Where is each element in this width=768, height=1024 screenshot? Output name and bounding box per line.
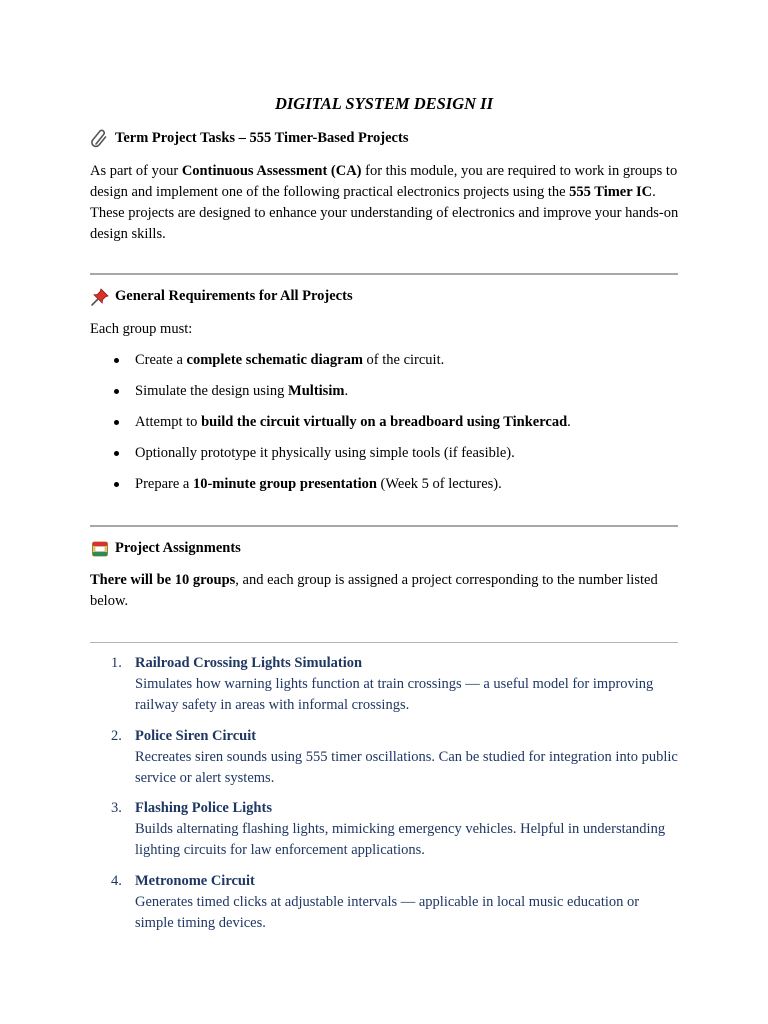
list-number: 4. (111, 872, 122, 889)
list-item (90, 653, 680, 716)
list-item: Attempt to build the circuit virtually on a breadboard using Tinkercad. (90, 412, 680, 443)
list-number: 3. (111, 800, 122, 816)
pushpin-icon (90, 287, 110, 307)
section-heading-label: Term Project Tasks – 555 Timer-Based Projects (115, 130, 409, 146)
project-title: Flashing Police Lights (135, 800, 272, 816)
list-item (90, 798, 680, 861)
list-item: Create a complete schematic diagram of the circuit. (90, 350, 680, 381)
project-description: Generates timed clicks at adjustable intervals — applicable in local music education or simple timing devices. (135, 893, 640, 931)
requirements-lead: Each group must: (90, 321, 193, 337)
project-title: Police Siren Circuit (135, 727, 257, 744)
list-item (90, 726, 680, 789)
section-divider (90, 642, 678, 643)
section-heading-requirements (90, 286, 353, 307)
requirements-list (90, 350, 680, 505)
list-number: 1. (111, 655, 122, 671)
section-divider (90, 525, 678, 527)
list-item: Prepare a 10-minute group presentation (Week 5 of lectures). (90, 474, 680, 505)
intro-paragraph: As part of your Continuous Assessment (CA) for this module, you are required to work in groups to design and implement one of the following practical electronics projects using the 555 Timer IC. These projects are designed to enhance your understanding of electronics and improve your hands-on design skills. (90, 163, 679, 242)
section-heading-label: Project Assignments (115, 540, 241, 556)
ledger-book-icon (90, 539, 110, 559)
section-heading-tasks (90, 128, 408, 149)
project-description: Simulates how warning lights function at train crossings — a useful model for improving railway safety in areas with informal crossings. (135, 676, 654, 713)
project-description: Builds alternating flashing lights, mimicking emergency vehicles. Helpful in understanding lighting circuits for law enforcement applications. (135, 821, 666, 858)
bullet-icon (114, 482, 119, 487)
bullet-icon (114, 358, 119, 363)
assignments-intro: There will be 10 groups, and each group is assigned a project corresponding to the number listed below. (90, 572, 658, 609)
document-title: DIGITAL SYSTEM DESIGN II (274, 94, 494, 113)
paperclip-icon (90, 129, 110, 149)
list-item (90, 871, 680, 934)
list-item: Optionally prototype it physically using simple tools (if feasible). (90, 443, 680, 474)
bullet-icon (114, 420, 119, 425)
bullet-icon (114, 451, 119, 456)
section-heading-label: General Requirements for All Projects (115, 288, 353, 304)
project-description: Recreates siren sounds using 555 timer oscillations. Can be studied for integration into public service or alert systems. (135, 748, 678, 786)
bullet-icon (114, 389, 119, 394)
section-divider (90, 273, 678, 275)
list-item: Simulate the design using Multisim. (90, 381, 680, 412)
list-number: 2. (111, 727, 122, 744)
project-title: Railroad Crossing Lights Simulation (135, 655, 363, 671)
project-title: Metronome Circuit (135, 872, 255, 889)
section-heading-assignments (90, 538, 241, 559)
projects-list (90, 653, 680, 943)
